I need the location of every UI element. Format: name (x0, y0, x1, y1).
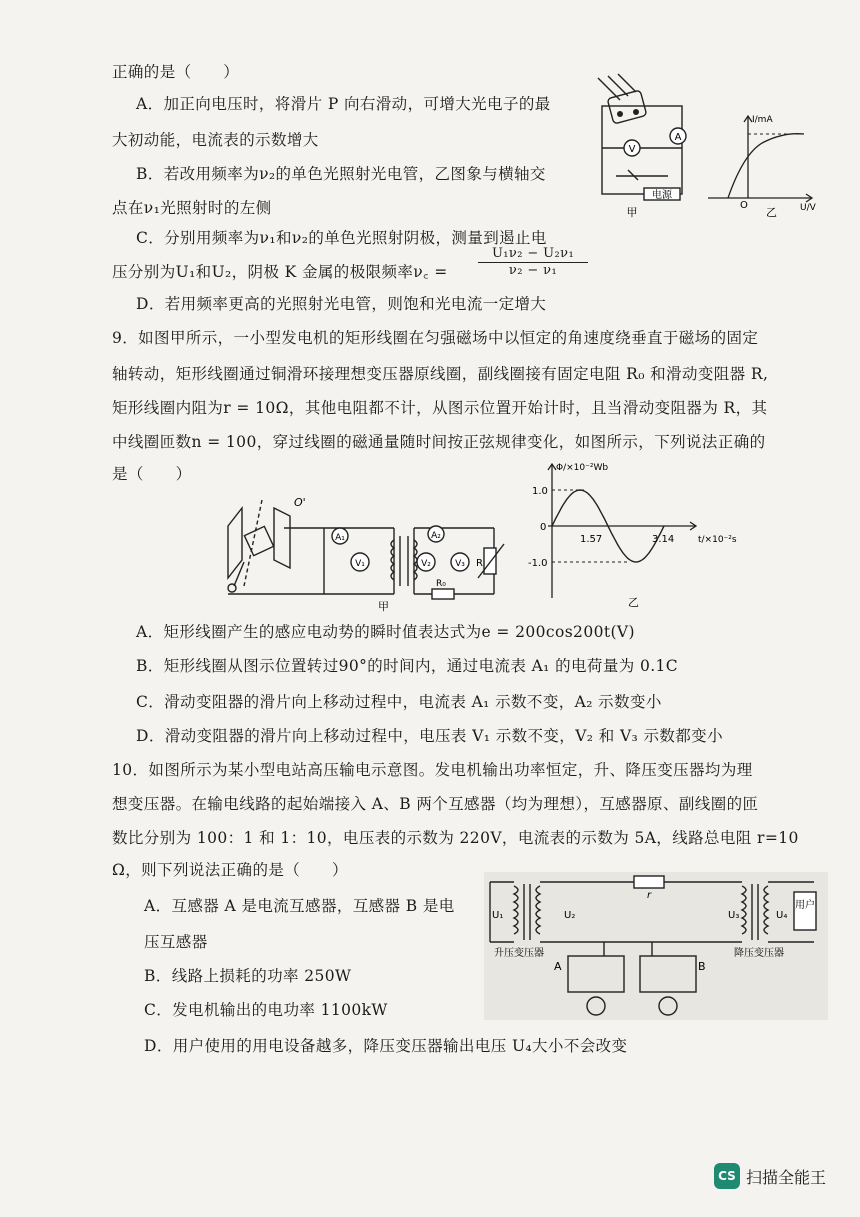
camscanner-watermark (714, 1163, 826, 1189)
q8-ammeter-label: A (674, 132, 682, 143)
q9-voltmeter-v1-label: V₁ (355, 559, 365, 569)
q9-graph-y-top-tick: 1.0 (532, 486, 548, 497)
q9-voltmeter-v3-label: V₃ (455, 559, 465, 569)
camscanner-logo-icon: CS (714, 1163, 740, 1189)
q8-fraction-denominator: ν₂ − ν₁ (508, 263, 558, 278)
q10-stem-line2: 想变压器。在输电线路的起始端接入 A、B 两个互感器（均为理想），互感器原、副线圈的匝 (112, 795, 759, 813)
q9-graph-x-tick-2: 3.14 (652, 534, 675, 545)
q9-stem-line1: 9．如图甲所示，一小型发电机的矩形线圈在匀强磁场中以恒定的角速度绕垂直于磁场的固定 (112, 329, 759, 347)
q10-stem-line1: 10．如图所示为某小型电站高压输电示意图。发电机输出功率恒定，升、降压变压器均为理 (112, 761, 753, 779)
q10-option-c: C．发电机输出的电功率 1100kW (144, 1001, 388, 1019)
q10-transmission-figure (484, 872, 828, 1020)
q8-graph-origin: O (740, 200, 748, 211)
q9-option-d: D．滑动变阻器的滑片向上移动过程中，电压表 V₁ 示数不变，V₂ 和 V₃ 示数都变小 (136, 727, 723, 745)
q10-user-label: 用户 (795, 900, 815, 911)
q8-fig-jia-label: 甲 (626, 206, 638, 219)
q9-option-c: C．滑动变阻器的滑片向上移动过程中，电流表 A₁ 示数不变，A₂ 示数变小 (136, 693, 662, 711)
q8-voltmeter-label: V (628, 144, 636, 155)
q8-option-b-line1: B．若改用频率为ν₂的单色光照射光电管，乙图象与横轴交 (136, 165, 546, 183)
q10-transformer-b-label: B (698, 960, 706, 973)
q10-u1-label: U₁ (492, 910, 504, 921)
q9-flux-graph (528, 458, 768, 608)
q8-fraction-numerator: U₁ν₂ − U₂ν₁ (478, 246, 588, 263)
q10-transformer-a-label: A (554, 960, 562, 973)
q8-graph-x-axis-label: U/V (800, 203, 816, 213)
q8-fig-yi-label: 乙 (766, 206, 777, 219)
q8-option-a-line2: 大初动能，电流表的示数增大 (112, 131, 319, 149)
q9-resistor-r-label: R (476, 558, 483, 569)
q9-graph-zero-tick: 0 (540, 522, 547, 533)
q10-line-resistor-label: r (646, 890, 652, 901)
q9-graph-y-axis-label: Φ/×10⁻²Wb (556, 463, 609, 473)
q9-voltmeter-v2-label: V₂ (421, 559, 431, 569)
q9-fig-yi-label: 乙 (628, 596, 639, 609)
q9-graph-x-tick-1: 1.57 (580, 534, 603, 545)
q8-option-c-line2: 压分别为U₁和U₂，阴极 K 金属的极限频率ν꜀ = (112, 263, 448, 281)
q9-stem-line4: 中线圈匝数n = 100，穿过线圈的磁通量随时间按正弦规律变化，如图所示，下列说法正确的 (112, 433, 766, 451)
q9-fig-jia-label: 甲 (378, 600, 389, 613)
q10-u4-label: U₄ (776, 910, 788, 921)
q9-option-a: A．矩形线圈产生的感应电动势的瞬时值表达式为e = 200cos200t(V) (136, 623, 635, 641)
q9-stem-line2: 轴转动，矩形线圈通过铜滑环接理想变压器原线圈，副线圈接有固定电阻 R₀ 和滑动变阻器 R, (112, 365, 769, 383)
q10-u3-label: U₃ (728, 910, 740, 921)
q9-ammeter-a2-label: A₂ (431, 531, 441, 541)
q8-option-c-line1: C．分别用频率为ν₁和ν₂的单色光照射阴极，测量到遏止电 (136, 229, 547, 247)
q10-option-a-line2: 压互感器 (144, 933, 208, 951)
q9-stem-line3: 矩形线圈内阻为r = 10Ω，其他电阻都不计，从图示位置开始计时，且当滑动变阻器为 R，其 (112, 399, 768, 417)
q9-graph-y-bot-tick: -1.0 (528, 558, 548, 569)
q8-option-b-line2: 点在ν₁光照射时的左侧 (112, 199, 272, 217)
q8-fraction (478, 246, 588, 278)
q8-graph-y-axis-label: I/mA (752, 115, 773, 125)
q8-option-d: D．若用频率更高的光照射光电管，则饱和光电流一定增大 (136, 295, 547, 313)
q9-option-b: B．矩形线圈从图示位置转过90°的时间内，通过电流表 A₁ 的电荷量为 0.1C (136, 657, 679, 675)
q10-step-down-label: 降压变压器 (734, 948, 784, 959)
q9-generator-circuit-figure (214, 490, 514, 614)
q10-u2-label: U₂ (564, 910, 576, 921)
camscanner-text: 扫描全能王 (746, 1167, 827, 1187)
q10-stem-line4: Ω，则下列说法正确的是（ ） (112, 861, 348, 879)
q9-stem-line5: 是（ ） (112, 465, 192, 483)
q9-axis-o-label: O' (294, 496, 306, 509)
q8-stem-tail: 正确的是（ ） (112, 63, 240, 81)
q8-power-label: 电源 (652, 190, 672, 201)
q8-photocell-circuit-figure (592, 74, 692, 222)
q10-step-up-label: 升压变压器 (494, 948, 544, 959)
q9-resistor-r0-label: R₀ (436, 579, 446, 589)
q10-option-b: B．线路上损耗的功率 250W (144, 967, 352, 985)
q10-option-a-line1: A．互感器 A 是电流互感器，互感器 B 是电 (144, 897, 455, 915)
q9-graph-x-axis-label: t/×10⁻²s (698, 535, 737, 545)
q10-stem-line3: 数比分别为 100：1 和 1：10，电压表的示数为 220V，电流表的示数为 5A，线路总电阻 r=10 (112, 829, 799, 847)
q9-ammeter-a1-label: A₁ (335, 533, 345, 543)
q10-option-d: D．用户使用的用电设备越多，降压变压器输出电压 U₄大小不会改变 (144, 1037, 628, 1055)
q8-iu-graph (704, 112, 820, 220)
q8-option-a-line1: A．加正向电压时，将滑片 P 向右滑动，可增大光电子的最 (136, 95, 551, 113)
